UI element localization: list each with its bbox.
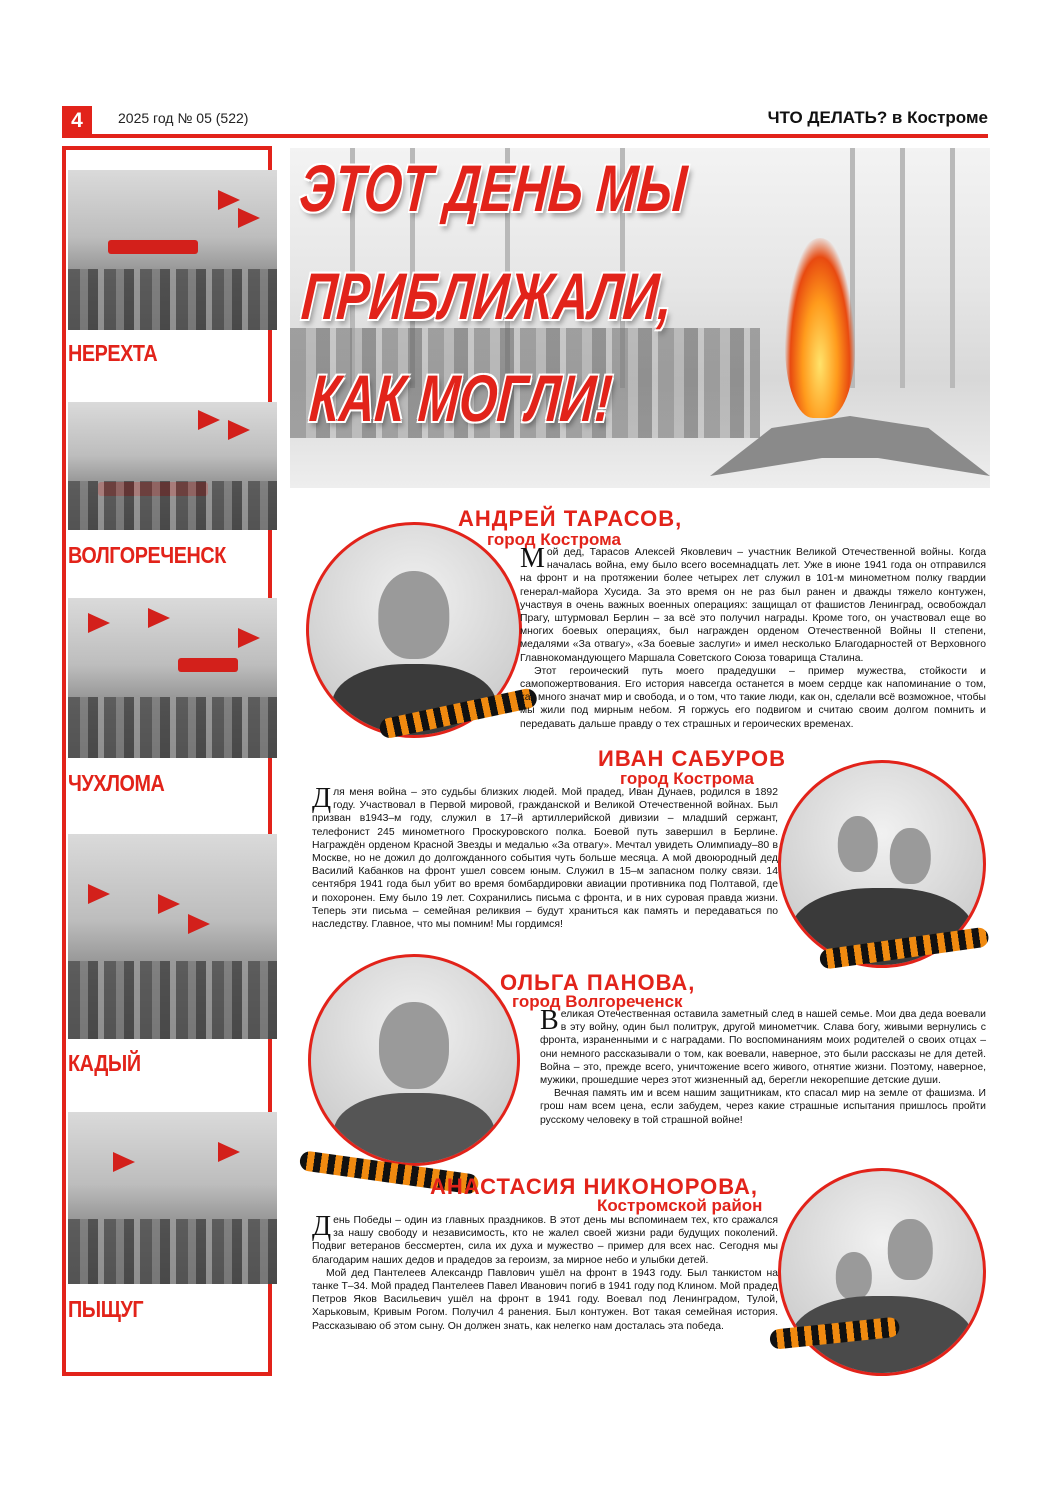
story-city-panova: город Волгореченск bbox=[512, 992, 683, 1011]
story-paragraph: Этот героический путь моего прадедушки – пример мужества, стойкости и самопожертвования. Его история навсегда останется в моем сердце как напоминание о том, как много значат мир и свобода, и о том, что такие люди, как он, сделали всё возможное, чтобы мы жили под мирным небом. Я горжусь его подвигом и считаю своим долгом помнить и передавать дальше правду о тех страшных и героических временах. bbox=[520, 665, 986, 730]
story-city-saburov: город Кострома bbox=[620, 769, 754, 788]
issue-info: 2025 год № 05 (522) bbox=[118, 110, 249, 126]
story-name-saburov: ИВАН САБУРОВ bbox=[598, 746, 787, 771]
story-paragraph: ой дед, Тарасов Алексей Яковлевич – участник Великой Отечественной войны. Когда началась война, ему было всего восемнадцать лет. Уже в июне 1941 года он отправился на фронт и на протяжении более четырех лет служил в 101-м минометном полку гвардии генерал-майора Хусида. За это время он не раз был ранен и дважды тяжело контужен, участвуя в очень важных военных операциях: защищал от фашистов Ленинград, освобождал Прагу, штурмовал Берлин – за всё это получил награды. Кроме того, он участвовал еще во многих боевых операциях, был награжден орденом Отечественной Войны II степени, медалями «За отвагу», «За боевые заслуги» и имел несколько Благодарностей от Верховного Главнокомандующего Маршала Советского Союза товарища Сталина. bbox=[520, 547, 986, 664]
town-label-chukhloma: ЧУХЛОМА bbox=[68, 770, 165, 796]
story-name-nikonorova: АНАСТАСИЯ НИКОНОРОВА, bbox=[430, 1174, 759, 1199]
town-photo-nerekhta bbox=[68, 170, 277, 330]
story-paragraph: ля меня война – это судьбы близких людей. Мой прадед, Иван Дунаев, родился в 1892 году. Участвовал в Первой мировой, гражданской и Великой Отечественной войнах. Был призван в1943–м году, служил в 17–й артиллерийской дивизии – младший сержант, телефонист 245 минометного Проскуровского полка. Боевой путь завершил в Берлине. Награждён орденом Красной Звезды и медалью «За отвагу». Мечтал увидеть Олимпиаду–80 в Москве, но не дожил до долгожданного события чуть больше месяца. А мой двоюродный дед Василий Кабанков на фронт ушел совсем юным. Служил в 15–м запасном полку связи. 14 сентября 1941 года был убит во время бомбардировки авиации противника под Полтавой, где и похоронен. Ему было 19 лет. Сохранились письма с фронта, и в них суровая правда жизни. Теперь эти письма – семейная реликвия – будут храниться как память и передаваться по наследству. Главное, что мы помним! Мы гордимся! bbox=[312, 787, 778, 931]
town-label-volgorechensk: ВОЛГОРЕЧЕНСК bbox=[68, 542, 226, 568]
eternal-flame bbox=[785, 238, 855, 418]
dropcap: М bbox=[520, 543, 545, 574]
story-paragraph: еликая Отечественная оставила заметный след в нашей семье. Мои два деда воевали в эту войну, один был политрук, другой минометчик. Слава богу, живыми вернулись с фронта, израненными и с наградами. По воспоминаниям моих родителей о своих отцах – они немного рассказывали о том, как воевали, наверное, это были рассказы не для детей. Война – это, прежде всего, уничтожение всего живого, отнятие жизни. Поэтому, наверное, мужики, прошедшие через этот жизненный ад, берегли некорепшие детские души. bbox=[540, 1009, 986, 1087]
dropcap: Д bbox=[312, 783, 332, 814]
story-text-panova bbox=[540, 1005, 986, 1127]
story-name-panova: ОЛЬГА ПАНОВА, bbox=[500, 970, 696, 995]
headline-line-3: КАК МОГЛИ! bbox=[307, 361, 615, 435]
dropcap: Д bbox=[312, 1211, 332, 1242]
town-photo-volgorechensk bbox=[68, 402, 277, 530]
newspaper-brand: ЧТО ДЕЛАТЬ? в Костроме bbox=[767, 108, 988, 127]
story-name-tarasov: АНДРЕЙ ТАРАСОВ, bbox=[458, 506, 683, 531]
story-city-tarasov: город Кострома bbox=[487, 530, 621, 549]
headline-line-1: ЭТОТ ДЕНЬ МЫ bbox=[297, 151, 690, 225]
header-rule bbox=[62, 134, 988, 138]
story-paragraph: ень Победы – один из главных праздников. В этот день мы вспоминаем тех, кто сражался за нашу свободу и независимость, кто не жалел своей жизни ради будущих поколений. Подвиг ветеранов бессмертен, сила их духа и мужество – пример для всех нас. Сегодня мы благодарим наших дедов и прадедов за героизм, за мирное небо и улыбки детей. bbox=[312, 1215, 778, 1266]
dropcap: В bbox=[540, 1005, 559, 1036]
portrait-panova bbox=[308, 954, 520, 1166]
town-photo-pyshchug bbox=[68, 1112, 277, 1284]
town-photo-kadyi bbox=[68, 834, 277, 1039]
headline-line-2: ПРИБЛИЖАЛИ, bbox=[299, 259, 675, 333]
town-photo-chukhloma bbox=[68, 598, 277, 758]
page-number: 4 bbox=[62, 106, 92, 136]
story-city-nikonorova: Костромской район bbox=[597, 1196, 763, 1215]
story-text-tarasov bbox=[520, 543, 986, 731]
town-label-kadyi: КАДЫЙ bbox=[68, 1050, 141, 1076]
story-paragraph: Мой дед Пантелеев Александр Павлович ушёл на фронт в 1943 году. Был танкистом на танке Т–34. Мой прадед Пантелеев Павел Иванович погиб в 1941 году под Клином. Мой прадед Петров Яков Васильевич ушёл на фронт в 1941 году. Воевал под Ленинградом, Тулой, Харьковым, Кривым Рогом. Получил 4 ранения. Был контужен. Вот такая семейная история. Рассказываю об этом сыну. Он должен знать, как нелегко нам досталась эта победа. bbox=[312, 1267, 778, 1332]
story-paragraph: Вечная память им и всем нашим защитникам, кто спасал мир на земле от фашизма. И грош нам всем цена, если забудем, через какие страшные испытания пришлось пройти русскому человеку в той страшной войне! bbox=[540, 1088, 986, 1126]
town-label-nerekhta: НЕРЕХТА bbox=[68, 340, 158, 366]
story-text-saburov bbox=[312, 783, 778, 931]
town-label-pyshchug: ПЫЩУГ bbox=[68, 1296, 144, 1322]
story-text-nikonorova bbox=[312, 1211, 778, 1333]
